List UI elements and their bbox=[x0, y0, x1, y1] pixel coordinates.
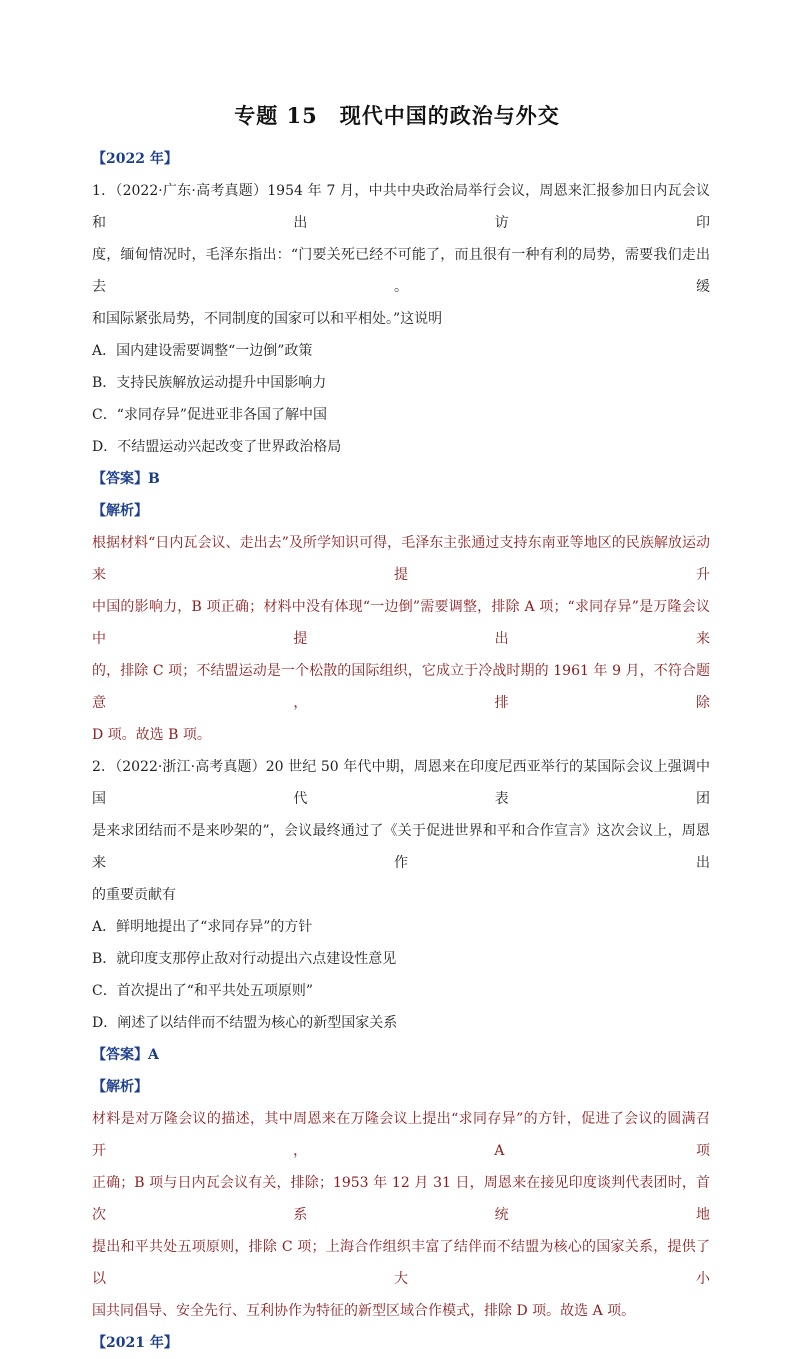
question-1 bbox=[92, 175, 710, 751]
question-2-option-c: C．首次提出了“和平共处五项原则” bbox=[92, 983, 314, 999]
question-1-stem-line: 度，缅甸情况时，毛泽东指出：“门要关死已经不可能了，而且很有一种有利的局势，需要我们走出去。缓 bbox=[92, 247, 710, 295]
question-1-option-c: C．“求同存异”促进亚非各国了解中国 bbox=[92, 407, 328, 423]
document-body bbox=[92, 143, 710, 1359]
question-2-stem-line: 的重要贡献有 bbox=[92, 887, 176, 903]
question-1-answer: 【答案】B bbox=[92, 471, 160, 487]
question-1-stem-line: 1．（2022·广东·高考真题）1954 年 7 月，中共中央政治局举行会议，周恩来汇报参加日内瓦会议和出访印 bbox=[92, 183, 710, 231]
question-2-answer: 【答案】A bbox=[92, 1047, 159, 1063]
question-2-option-d: D．阐述了以结伴而不结盟为核心的新型国家关系 bbox=[92, 1015, 398, 1031]
question-1-option-b: B．支持民族解放运动提升中国影响力 bbox=[92, 375, 327, 391]
question-1-analysis-line: D 项。故选 B 项。 bbox=[92, 727, 211, 743]
question-2-stem-line: 是来求团结而不是来吵架的”，会议最终通过了《关于促进世界和平和合作宣言》这次会议上，周恩来作出 bbox=[92, 823, 710, 871]
question-2 bbox=[92, 751, 710, 1327]
question-2-stem-line: 2．（2022·浙江·高考真题）20 世纪 50 年代中期，周恩来在印度尼西亚举行的某国际会议上强调中国代表团 bbox=[92, 759, 710, 807]
question-2-analysis-line: 材料是对万隆会议的描述，其中周恩来在万隆会议上提出“求同存异”的方针，促进了会议的圆满召开，A 项 bbox=[92, 1111, 710, 1159]
section-heading-2022: 【2022 年】 bbox=[92, 151, 178, 167]
page-title: 专题 15 现代中国的政治与外交 bbox=[234, 103, 560, 128]
question-2-analysis-line: 提出和平共处五项原则，排除 C 项；上海合作组织丰富了结伴而不结盟为核心的国家关系，提供了以大小 bbox=[92, 1239, 710, 1287]
question-1-analysis-line: 的，排除 C 项；不结盟运动是一个松散的国际组织，它成立于冷战时期的 1961 年 9 月，不符合题意，排除 bbox=[92, 663, 710, 711]
question-2-option-b: B．就印度支那停止敌对行动提出六点建设性意见 bbox=[92, 951, 397, 967]
question-2-option-a: A．鲜明地提出了“求同存异”的方针 bbox=[92, 919, 313, 935]
question-1-analysis-line: 根据材料“日内瓦会议、走出去”及所学知识可得，毛泽东主张通过支持东南亚等地区的民族解放运动来提升 bbox=[92, 535, 710, 583]
question-2-analysis-label: 【解析】 bbox=[92, 1079, 148, 1095]
question-1-option-a: A．国内建设需要调整“一边倒”政策 bbox=[92, 343, 313, 359]
question-1-analysis-label: 【解析】 bbox=[92, 503, 148, 519]
question-1-stem-line: 和国际紧张局势，不同制度的国家可以和平相处。”这说明 bbox=[92, 311, 443, 327]
question-1-option-d: D．不结盟运动兴起改变了世界政治格局 bbox=[92, 439, 342, 455]
section-heading-2021: 【2021 年】 bbox=[92, 1335, 178, 1351]
question-1-analysis-line: 中国的影响力，B 项正确；材料中没有体现“一边倒”需要调整，排除 A 项；“求同存异”是万隆会议中提出来 bbox=[92, 599, 710, 647]
question-2-analysis-line: 正确；B 项与日内瓦会议有关，排除；1953 年 12 月 31 日，周恩来在接见印度谈判代表团时，首次系统地 bbox=[92, 1175, 710, 1223]
question-2-analysis-line: 国共同倡导、安全先行、互利协作为特征的新型区域合作模式，排除 D 项。故选 A 项。 bbox=[92, 1303, 636, 1319]
